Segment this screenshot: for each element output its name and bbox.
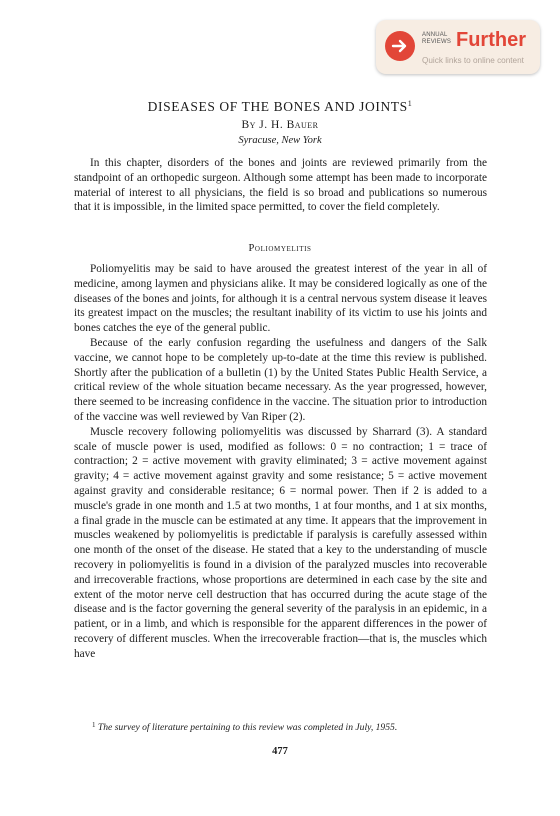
body-paragraph: Muscle recovery following poliomyelitis was discussed by Sharrard (3). A standard scale of muscle power is used, modified as follows: 0 = no contraction; 1 = trace of contraction; 2 = active movement with gravity eliminated; 3 = active movement against gravity; 4 = active movement against gravity and some resistance; 5 = active movement against gravity and considerable resitance; 6 = normal power. Then if 2 is added to a muscle's grade in one month and 1.5 at two months, 1 at four months, and 1 at six months, a final grade in the muscle can be estimated at any time. It appears that the improvement in muscles weakened by poliomyelitis is predictable if paralysis is carefully assessed within one month of the onset of the disease. He stated that a key to the understanding of muscle recovery in poliomyelitis is found in a division of the paralyzed muscles into recoverable and irrecoverable fractions, whose proportions are determined in each case by the site and extent of the motor nerve cell destruction that has occurred during the acute stage of the disease and is the factor governing the general severity of the paralysis in an epidemic, in a patient, or in a limb, and which is responsible for the apparent differences in the power of recovery of different muscles. When the irrecoverable fraction—that is, the muscles which have xyxy=(74,425,487,660)
footnote xyxy=(92,719,502,734)
affiliation: Syracuse, New York xyxy=(238,135,322,146)
title-footnote-marker: 1 xyxy=(407,99,413,108)
body-text xyxy=(74,262,487,662)
author-name: By J. H. Bauer xyxy=(241,119,319,131)
arrow-circle-icon xyxy=(385,31,415,61)
body-paragraph: Because of the early confusion regarding the usefulness and dangers of the Salk vaccine, we cannot hope to be completely up-to-date at the time this review is published. Shortly after the publication of a bulletin (1) by the United States Public Health Service, a critical review of the whole situation became necessary. As the year progressed, however, there seemed to be increasing confidence in the vaccine. The situation prior to introduction of the vaccine was well reviewed by Van Riper (2). xyxy=(74,336,487,423)
footnote-marker: 1 xyxy=(92,721,96,729)
further-badge[interactable] xyxy=(376,20,540,74)
section-heading-text: Poliomyelitis xyxy=(248,243,312,254)
article-title-text: DISEASES OF THE BONES AND JOINTS xyxy=(147,99,408,114)
intro-paragraph: In this chapter, disorders of the bones and joints are reviewed primarily from the standpoint of an orthopedic surgeon. Although some attempt has been made to incorporate material of interest to all physicians, the field is so broad and publications so numerous that it is impossible, in the limited space permitted, to cover the field completely. xyxy=(74,157,487,214)
intro-paragraph-block xyxy=(74,156,487,215)
section-heading xyxy=(0,242,560,255)
author-line xyxy=(0,118,560,132)
body-paragraph: Poliomyelitis may be said to have aroused the greatest interest of the year in all of medicine, among laymen and physicians alike. It may be considered logically as one of the diseases of the bones and joints, for although it is a central nervous system disease it leaves its greatest impact on the muscles; the resultant inability of its victim to use his joints and bones catches the eye of the general public. xyxy=(74,263,487,335)
badge-subtitle: Quick links to online content xyxy=(422,56,524,65)
article-title xyxy=(0,96,560,115)
badge-reviews-label: REVIEWS xyxy=(422,39,452,45)
page-number: 477 xyxy=(272,746,288,757)
badge-annual-label: ANNUAL xyxy=(422,32,448,38)
badge-title: Further xyxy=(456,29,526,51)
footnote-text: The survey of literature pertaining to this review was completed in July, 1955. xyxy=(97,722,398,733)
